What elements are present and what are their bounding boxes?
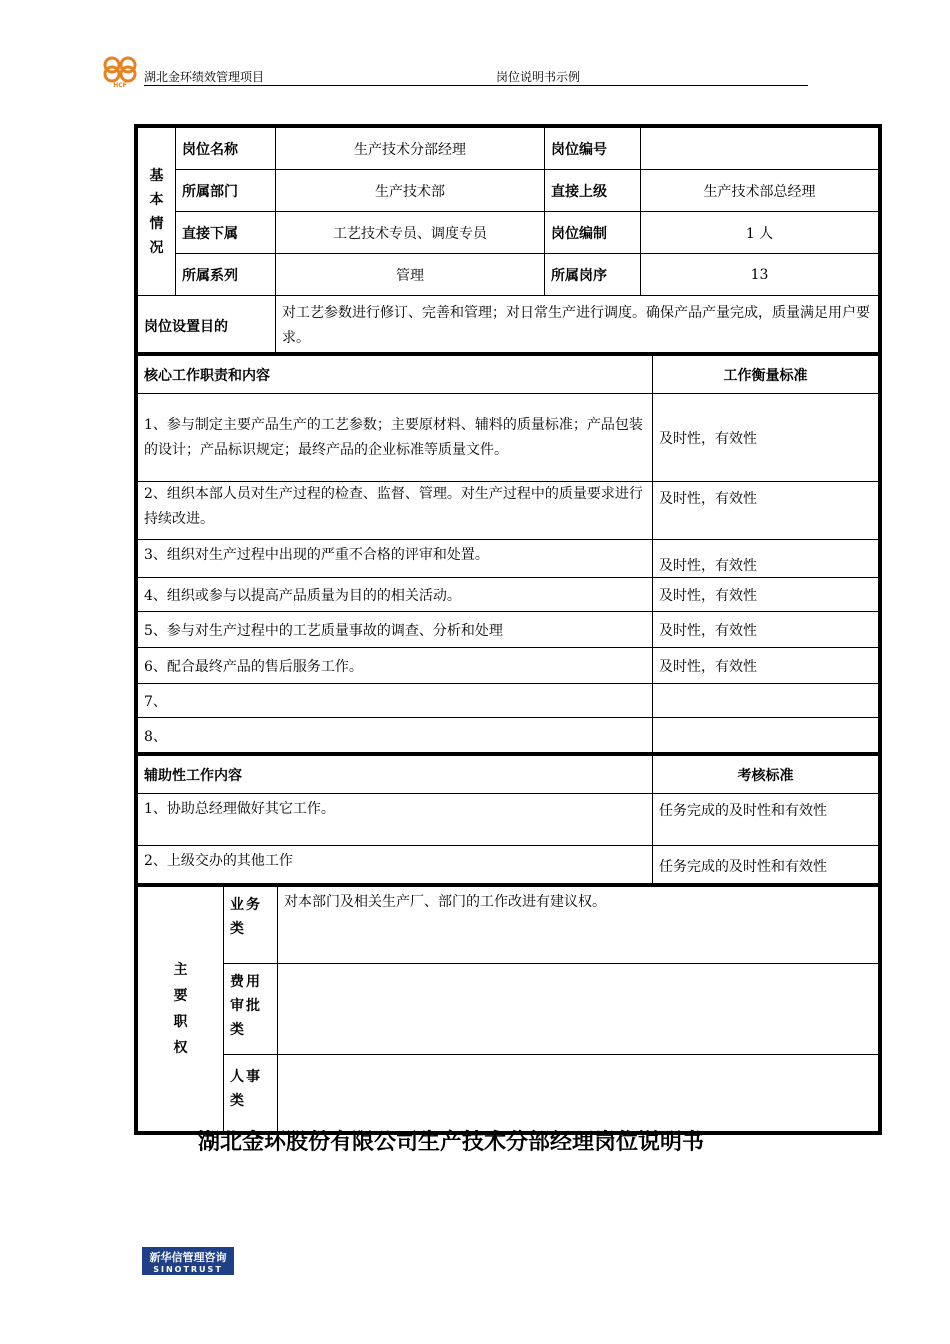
basic-row xyxy=(138,170,879,212)
page-header xyxy=(100,52,808,86)
basic-value: 生产技术部总经理 xyxy=(641,170,879,212)
authority-content xyxy=(278,1055,879,1132)
authority-category: 人事类 xyxy=(224,1055,278,1132)
table-row xyxy=(138,846,879,886)
aux-standard: 任务完成的及时性和有效性 xyxy=(653,794,879,846)
table-row xyxy=(138,482,879,540)
document-title: 湖北金环股份有限公司生产技术分部经理岗位说明书 xyxy=(198,1130,705,1155)
aux-standard: 任务完成的及时性和有效性 xyxy=(653,846,879,886)
basic-value: 工艺技术专员、调度专员 xyxy=(276,212,545,254)
logo-text: HCF xyxy=(113,82,127,88)
basic-label: 岗位名称 xyxy=(176,128,276,170)
sinotrust-logo-cn: 新华信管理咨询 xyxy=(149,1251,227,1264)
purpose-label: 岗位设置目的 xyxy=(138,296,276,356)
duty-standard: 及时性，有效性 xyxy=(653,612,879,648)
basic-row xyxy=(138,254,879,296)
duty-text: 1、参与制定主要产品生产的工艺参数；主要原材料、辅料的质量标准；产品包装的设计；产品标识规定；最终产品的企业标准等质量文件。 xyxy=(138,394,653,482)
basic-value xyxy=(641,128,879,170)
duty-text: 2、组织本部人员对生产过程的检查、监督、管理。对生产过程中的质量要求进行持续改进。 xyxy=(138,482,653,540)
table-row xyxy=(138,648,879,684)
basic-value: 13 xyxy=(641,254,879,296)
basic-row xyxy=(138,128,879,170)
basic-row xyxy=(138,212,879,254)
basic-section-label: 基本情况 xyxy=(138,128,176,296)
basic-label: 岗位编号 xyxy=(545,128,641,170)
authority-row xyxy=(138,887,879,964)
duty-standard: 及时性，有效性 xyxy=(653,540,879,578)
table-row xyxy=(138,540,879,578)
authority-content: 对本部门及相关生产厂、部门的工作改进有建议权。 xyxy=(278,887,879,964)
aux-header-right: 考核标准 xyxy=(653,756,879,794)
duty-text: 7、 xyxy=(138,684,653,718)
basic-label: 所属岗序 xyxy=(545,254,641,296)
duty-standard xyxy=(653,684,879,718)
authority-row xyxy=(138,1055,879,1132)
duty-text: 5、参与对生产过程中的工艺质量事故的调查、分析和处理 xyxy=(138,612,653,648)
duty-standard xyxy=(653,718,879,754)
aux-header-row xyxy=(138,756,879,794)
hcf-logo-icon xyxy=(100,54,140,88)
table-row xyxy=(138,578,879,612)
authority-category: 费用审批类 xyxy=(224,964,278,1055)
basic-label: 直接上级 xyxy=(545,170,641,212)
header-project-name: 湖北金环绩效管理项目 xyxy=(144,70,265,84)
basic-label: 所属部门 xyxy=(176,170,276,212)
core-header-right: 工作衡量标准 xyxy=(653,356,879,394)
authority-content xyxy=(278,964,879,1055)
duty-standard: 及时性，有效性 xyxy=(653,394,879,482)
basic-label: 岗位编制 xyxy=(545,212,641,254)
duty-standard: 及时性，有效性 xyxy=(653,578,879,612)
duty-text: 8、 xyxy=(138,718,653,754)
table-row xyxy=(138,794,879,846)
header-divider xyxy=(144,85,808,86)
purpose-row xyxy=(138,296,879,356)
header-doc-type: 岗位说明书示例 xyxy=(496,70,581,84)
table-row xyxy=(138,612,879,648)
basic-label: 所属系列 xyxy=(176,254,276,296)
table-row xyxy=(138,394,879,482)
basic-value: 管理 xyxy=(276,254,545,296)
table-row xyxy=(138,718,879,754)
table-row xyxy=(138,684,879,718)
aux-header-left: 辅助性工作内容 xyxy=(138,756,653,794)
aux-duties-section xyxy=(134,752,882,886)
purpose-text: 对工艺参数进行修订、完善和管理；对日常生产进行调度。确保产品产量完成，质量满足用户要求。 xyxy=(276,296,879,356)
authority-category: 业务类 xyxy=(224,887,278,964)
sinotrust-logo-en: SINOTRUST xyxy=(153,1265,223,1274)
aux-text: 1、协助总经理做好其它工作。 xyxy=(138,794,653,846)
core-duties-section xyxy=(134,352,882,754)
duty-standard: 及时性，有效性 xyxy=(653,482,879,540)
basic-value: 1 人 xyxy=(641,212,879,254)
duty-text: 3、组织对生产过程中出现的严重不合格的评审和处置。 xyxy=(138,540,653,578)
aux-text: 2、上级交办的其他工作 xyxy=(138,846,653,886)
duty-text: 4、组织或参与以提高产品质量为目的的相关活动。 xyxy=(138,578,653,612)
authority-section-label: 主要职权 xyxy=(138,887,224,1132)
basic-info-section xyxy=(134,124,882,356)
core-header-left: 核心工作职责和内容 xyxy=(138,356,653,394)
authority-row xyxy=(138,964,879,1055)
duty-text: 6、配合最终产品的售后服务工作。 xyxy=(138,648,653,684)
core-header-row xyxy=(138,356,879,394)
duty-standard: 及时性，有效性 xyxy=(653,648,879,684)
authority-section xyxy=(134,883,882,1135)
basic-label: 直接下属 xyxy=(176,212,276,254)
sinotrust-logo xyxy=(142,1247,234,1275)
basic-value: 生产技术分部经理 xyxy=(276,128,545,170)
basic-value: 生产技术部 xyxy=(276,170,545,212)
